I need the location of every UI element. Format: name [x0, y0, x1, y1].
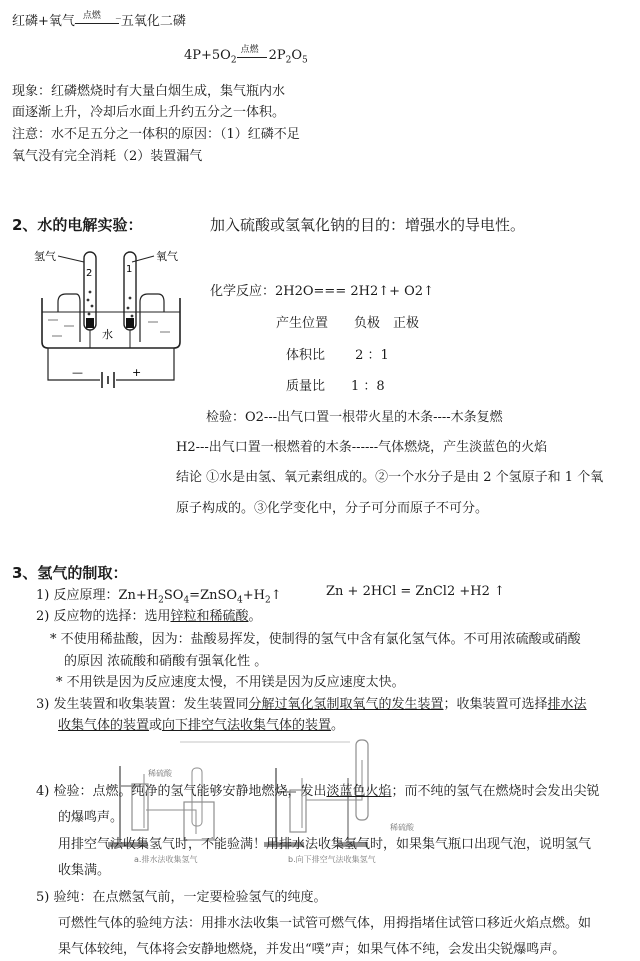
item3-underlined-3: 收集气体的装置: [58, 718, 150, 733]
conclusion-line-1: 结论 ①水是由氢、氧元素组成的。②一个水分子是由 2 个氢原子和 1 个氧: [176, 470, 604, 485]
item4-text: ；而不纯的氢气在燃烧时会发出尖锐: [391, 784, 600, 799]
o2-label: 氧气: [156, 250, 178, 263]
item5-line-3: 果气体较纯，气体将会安静地燃烧，并发出“噗”声；如果气体不纯，会发出尖锐爆鸣声。: [58, 942, 566, 957]
eq2-sub3: 5: [302, 55, 308, 66]
electrolysis-diagram: [28, 242, 198, 390]
eq-right: 五氧化二磷: [120, 14, 186, 29]
eq-sub: 2: [158, 595, 164, 606]
note-line-2: 氧气没有完全消耗（2）装置漏气: [12, 149, 203, 164]
item1-label: 1) 反应原理：: [36, 588, 119, 603]
minus-sign: —: [72, 366, 83, 379]
test-h2: H2---出气口置一根燃着的木条------气体燃烧，产生淡蓝色的火焰: [176, 440, 548, 455]
item4-text: 4) 检验：点燃。纯净的氢气能够安静地燃烧，发出: [36, 784, 327, 799]
electrolysis-reaction: 化学反应：2H2O=== 2H2↑+ O2↑: [210, 284, 434, 299]
item2-reactants: [36, 605, 262, 624]
section2-purpose: 加入硫酸或氢氧化钠的目的：增强水的导电性。: [210, 216, 526, 234]
eq-sub: 4: [183, 595, 190, 606]
eq2-arrow: [237, 44, 269, 63]
section2-heading: 2、水的电解实验：: [12, 216, 143, 234]
eq2-right2: O: [291, 48, 303, 63]
eq2-condition: 点燃: [240, 44, 259, 55]
fig-a-label: a.排水法收集氢气: [134, 855, 198, 864]
item2-note-2: * 不用铁是因为反应速度太慢，不用镁是因为反应速度太快。: [56, 675, 405, 690]
item4-line-4: 收集满。: [58, 863, 111, 878]
item3-underlined-1: 分解过氧化氢制取氧气的发生装置: [248, 697, 444, 712]
item2-note-1a: * 不使用稀盐酸，因为：盐酸易挥发，使制得的氢气中含有氯化氢气体。不可用浓硫酸或硝酸: [50, 632, 581, 647]
eq-sub: 4: [237, 595, 243, 606]
phosphorus-word-equation: [12, 10, 186, 29]
phenomenon-line-2: 面逐渐上升，冷却后水面上升约五分之一体积。: [12, 105, 286, 120]
item4-line-1: [36, 780, 600, 799]
phosphorus-chemical-equation: [184, 44, 308, 66]
note-line-1: 注意：水不足五分之一体积的原因：（1）红磷不足: [12, 127, 300, 142]
phenomenon-line-1: 现象：红磷燃烧时有大量白烟生成，集气瓶内水: [12, 84, 286, 99]
fig-a-tag: 稀硫酸: [148, 769, 172, 778]
eq-part: =ZnSO: [189, 588, 238, 603]
tube-num-1: 1: [126, 264, 133, 275]
fig-b-label: b.向下排空气法收集氢气: [288, 855, 376, 864]
eq-left: 红磷+氧气: [12, 14, 75, 29]
item3-underlined-4: 向下排空气法收集气体的装置: [162, 718, 332, 733]
h2-label: 氢气: [34, 250, 56, 263]
eq-part: Zn+H: [118, 588, 159, 603]
conclusion-line-2: 原子构成的。③化学变化中，分子可分而原子不可分。: [176, 501, 489, 516]
item4-line-3: 用排空气法收集氢气时，不能验满！用排水法收集氢气时，如果集气瓶口出现气泡，说明氢气: [58, 837, 592, 852]
arrow-condition: 点燃: [82, 10, 101, 21]
item2-text: 2) 反应物的选择：选用: [36, 609, 171, 624]
item1-hcl-equation: Zn + 2HCl = ZnCl2 +H2 ↑: [326, 584, 505, 599]
plus-sign: +: [132, 366, 142, 379]
item1-principle: [36, 584, 282, 606]
eq2-left: 4P+5O: [184, 48, 231, 63]
item3-line-1: [36, 693, 587, 712]
item3-text: ；收集装置可选择: [443, 697, 548, 712]
item2-underlined: 锌粒和稀硫酸: [170, 609, 249, 624]
eq-part: ↑: [270, 588, 282, 603]
eq2-right: 2P: [268, 48, 286, 63]
item2-note-1b: 的原因 浓硫酸和硝酸有强氧化性 。: [64, 654, 268, 669]
item3-text: 3) 发生装置和收集装置：发生装置同: [36, 697, 249, 712]
item5-line-1: 5) 验纯：在点燃氢气前，一定要检验氢气的纯度。: [36, 890, 327, 905]
item3-underlined-2: 排水法: [547, 697, 587, 712]
item2-end: 。: [248, 609, 262, 624]
water-label: 水: [102, 328, 113, 341]
row-mass-ratio: 质量比 1 ：8: [286, 379, 385, 394]
item3-line-2: [58, 714, 344, 733]
eq-part: SO: [163, 588, 184, 603]
eq-part: +H: [242, 588, 266, 603]
row-position: 产生位置 负极 正极: [276, 316, 420, 331]
tube-num-2: 2: [86, 268, 93, 279]
item3-text: 或: [149, 718, 163, 733]
item3-text: 。: [331, 718, 345, 733]
test-o2: 检验：O2---出气口置一根带火星的木条----木条复燃: [206, 410, 503, 425]
eq2-sub1: 2: [230, 55, 237, 66]
fig-b-tag: 稀硫酸: [390, 823, 414, 832]
item4-underlined: 淡蓝色火焰: [326, 784, 392, 799]
item5-line-2: 可燃性气体的验纯方法：用排水法收集一试管可燃气体，用拇指堵住试管口移近火焰点燃。如: [58, 916, 592, 931]
section3-heading: 3、氢气的制取：: [12, 564, 128, 582]
reaction-arrow: 点燃 ‾: [75, 15, 121, 29]
eq-sub: 2: [265, 595, 271, 606]
item4-line-2: 的爆鸣声。: [58, 810, 124, 825]
eq2-sub2: 2: [285, 55, 292, 66]
row-volume-ratio: 体积比 2 ：1: [286, 348, 389, 363]
